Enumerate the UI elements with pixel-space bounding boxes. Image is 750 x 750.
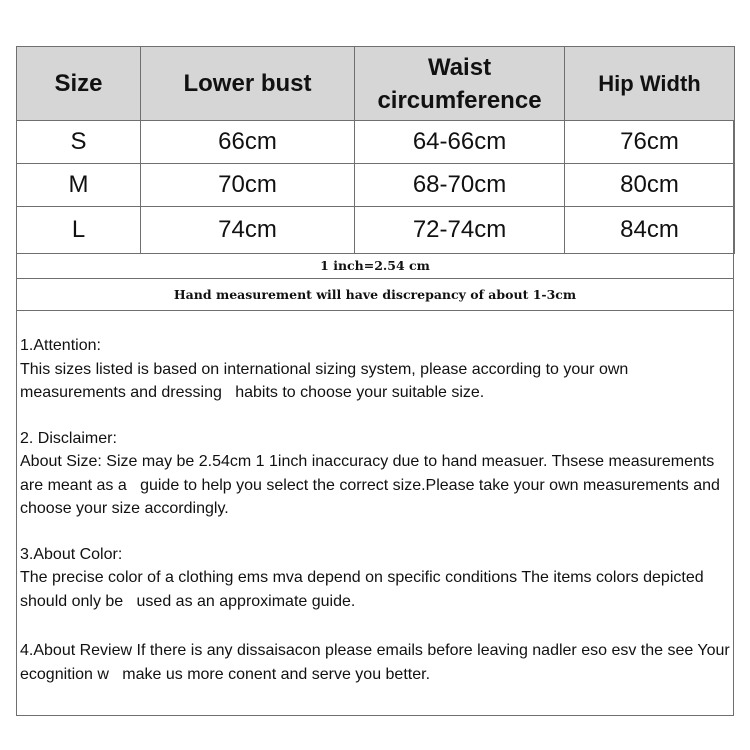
cell-lower-bust: 66cm [141, 121, 355, 164]
cell-waist: 68-70cm [355, 164, 565, 207]
cell-size: S [17, 121, 141, 164]
cell-hip: 76cm [565, 121, 735, 164]
cell-waist: 64-66cm [355, 121, 565, 164]
color-paragraph [20, 543, 732, 614]
disclaimer-title: 2. Disclaimer: [20, 429, 117, 447]
header-waist [355, 47, 565, 121]
attention-paragraph [20, 334, 732, 405]
cell-size: L [17, 207, 141, 254]
header-waist-line2: circumference [377, 86, 542, 114]
header-waist-line1: Waist [427, 53, 492, 81]
discrepancy-note: Hand measurement will have discrepancy of about 1-3cm [16, 279, 734, 311]
review-paragraph: 4.About Review If there is any dissaisacon please emails before leaving nadler eso esv the see Your ecognition w make us more conent and serve you better. [20, 642, 735, 683]
disclaimer-paragraph [20, 427, 732, 521]
table-row [17, 207, 735, 254]
header-size: Size [17, 47, 141, 121]
cell-hip: 84cm [565, 207, 735, 254]
cell-lower-bust: 70cm [141, 164, 355, 207]
info-section [20, 334, 735, 686]
cell-waist: 72-74cm [355, 207, 565, 254]
color-title: 3.About Color: [20, 545, 123, 563]
cell-hip: 80cm [565, 164, 735, 207]
inch-conversion-note: 1 inch=2.54 cm [16, 252, 734, 279]
table-row [17, 121, 735, 164]
attention-body: This sizes listed is based on international sizing system, please according to your own measurements and dressing habits to choose your suitable size. [20, 360, 633, 401]
header-hip-width: Hip Width [565, 47, 735, 121]
cell-lower-bust: 74cm [141, 207, 355, 254]
table-row [17, 164, 735, 207]
header-lower-bust: Lower bust [141, 47, 355, 121]
color-body: The precise color of a clothing ems mva depend on specific conditions The items colors depicted should only be used as an approximate guide. [20, 569, 709, 610]
disclaimer-body: About Size: Size may be 2.54cm 1 1inch inaccuracy due to hand measuer. Thsese measurements are meant as a guide to help you select the correct size.Please take your own measurements and choose your size accordingly. [20, 453, 725, 517]
table-header-row [17, 47, 735, 121]
cell-size: M [17, 164, 141, 207]
size-table [16, 46, 735, 254]
attention-title: 1.Attention: [20, 337, 101, 354]
